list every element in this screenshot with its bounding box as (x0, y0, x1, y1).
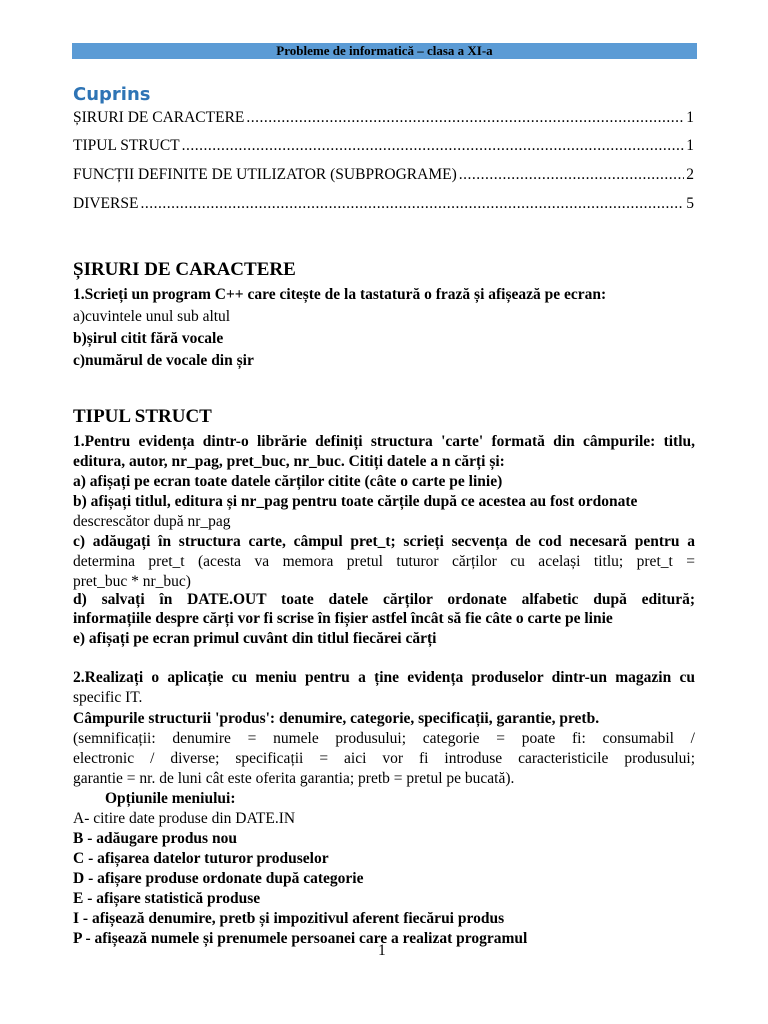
menu-options-heading: Opțiunile meniului: (105, 790, 236, 807)
paragraph-line: a)cuvintele unul sub altul (73, 308, 231, 325)
paragraph-line: 2.Realizați o aplicație cu meniu pentru a ține evidența produselor dintr-un magazin cu (73, 669, 695, 686)
toc-entry[interactable] (73, 194, 694, 214)
menu-option: P - afișează numele și prenumele persoanei care a realizat programul (73, 930, 528, 947)
paragraph-line: editura, autor, nr_pag, pret_buc, nr_buc. Citiți datele a n cărți și: (73, 453, 505, 470)
paragraph-line: Câmpurile structurii 'produs': denumire, categorie, specificații, garantie, pretb. (73, 710, 600, 727)
paragraph-line: b)șirul citit fără vocale (73, 330, 224, 347)
paragraph-line: e) afișați pe ecran primul cuvânt din titlul fiecărei cărți (73, 630, 437, 647)
paragraph-line: b) afișați titlul, editura și nr_pag pentru toate cărțile după ce acestea au fost ordonate (73, 493, 638, 510)
paragraph-line: d) salvați în DATE.OUT toate datele cărților ordonate alfabetic după editură; (73, 591, 695, 608)
toc-leader-dots (140, 194, 684, 214)
paragraph-line: specific IT. (73, 689, 143, 706)
paragraph-line: c)numărul de vocale din șir (73, 352, 254, 369)
toc-leader-dots (182, 136, 685, 156)
paragraph-line: garantie = nr. de luni cât este oferita garantia; pretb = pretul pe bucată). (73, 770, 515, 787)
toc-leader-dots (246, 108, 684, 128)
paragraph-line: 1.Scrieți un program C++ care citește de la tastatură o frază și afișează pe ecran: (73, 286, 607, 303)
page-header: Probleme de informatică – clasa a XI-a (72, 43, 697, 59)
toc-entry[interactable] (73, 165, 694, 185)
toc-entry-page: 1 (686, 109, 694, 126)
toc-entry[interactable] (73, 136, 694, 156)
section-heading: ȘIRURI DE CARACTERE (73, 259, 296, 280)
toc-entry-label: ȘIRURI DE CARACTERE (73, 109, 245, 126)
paragraph-line: determina pret_t (acesta va memora pretul tuturor cărților cu același titlu; pret_t = (73, 553, 695, 570)
toc-entry-label: DIVERSE (73, 195, 139, 212)
toc-entry-page: 2 (686, 166, 694, 183)
paragraph-line: c) adăugați în structura carte, câmpul pret_t; scrieți secvența de cod necesară pentru a (73, 533, 695, 550)
paragraph-line: descrescător după nr_pag (73, 513, 231, 530)
menu-option: E - afișare statistică produse (73, 890, 261, 907)
menu-option: A- citire date produse din DATE.IN (73, 810, 296, 827)
toc-leader-dots (459, 165, 684, 185)
menu-option: B - adăugare produs nou (73, 830, 237, 847)
paragraph-line: a) afișați pe ecran toate datele cărților citite (câte o carte pe linie) (73, 473, 503, 490)
toc-entry-page: 5 (686, 195, 694, 212)
paragraph-line: electronic / diverse; specificații = aici vor fi introduse caracteristicile produsului; (73, 750, 695, 767)
menu-option: C - afișarea datelor tuturor produselor (73, 850, 329, 867)
paragraph-line: 1.Pentru evidența dintr-o librărie definiți structura 'carte' formată din câmpurile: titlu, (73, 433, 695, 450)
section-heading: TIPUL STRUCT (73, 406, 212, 427)
menu-option: D - afișare produse ordonate după categorie (73, 870, 364, 887)
menu-option: I - afișează denumire, pretb și impozitivul aferent fiecărui produs (73, 910, 505, 927)
paragraph-line: pret_buc * nr_buc) (73, 573, 191, 590)
paragraph-line: (semnificații: denumire = numele produsului; categorie = poate fi: consumabil / (73, 730, 695, 747)
toc-entry[interactable] (73, 108, 694, 128)
page-number: 1 (378, 942, 386, 959)
toc-entry-page: 1 (686, 137, 694, 154)
toc-title: Cuprins (73, 84, 151, 105)
paragraph-line: informațiile despre cărți vor fi scrise în fișier astfel încât să fie câte o carte pe linie (73, 610, 613, 627)
toc-entry-label: TIPUL STRUCT (73, 137, 180, 154)
toc-entry-label: FUNCȚII DEFINITE DE UTILIZATOR (SUBPROGRAME) (73, 166, 457, 183)
